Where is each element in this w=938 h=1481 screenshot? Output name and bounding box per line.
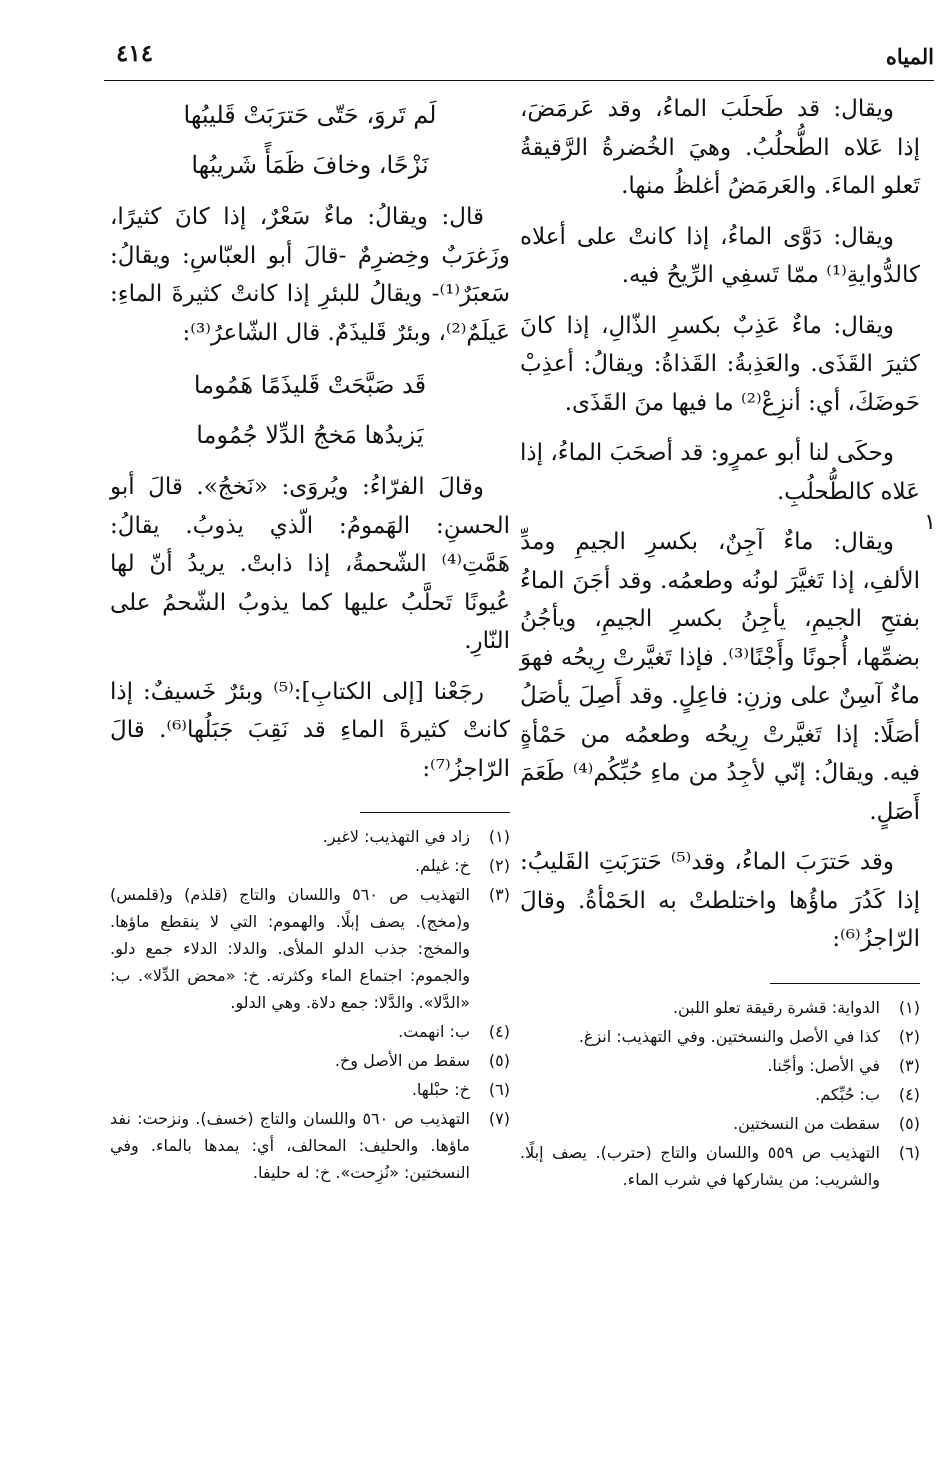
paragraph: ويقال: دَوَّى الماءُ، إذا كانتْ على أعلاه كالدُّوايةِ⁽¹⁾ ممّا تَسفِي الرِّيحُ فيه.: [520, 223, 920, 288]
paragraph: وقالَ الفرّاءُ: ويُروَى: «نَخجُ». قالَ أبو الحسنِ: الهَمومُ: الّذي يذوبُ. يقالُ: هَمَّتِ⁽⁴⁾ الشّحمةُ، إذا ذابتْ. يريدُ أنّ لها عُيونًا تَحلَّبُ عليها كما يذوبُ الشّحمُ على النّارِ.: [110, 474, 510, 654]
footnote: (٧) التهذيب ص ٥٦٠ واللسان والتاج (خسف). ونزحت: نفد ماؤها. والحليف: المحالف، أي: يمدها بالماء. وفي النسختين: «نُزِحت». خ: له حليفا.: [110, 1109, 510, 1182]
running-title: المياه: [885, 44, 934, 69]
verse: [110, 90, 510, 190]
paragraph: رجَعْنا [إلى الكتابِ]:⁽⁵⁾ وبئرٌ خَسيفٌ: إذا كانتْ كثيرةَ الماءِ قد نَقِبَ جَبَلُها⁽⁶⁾. قالَ الرّاجزُ⁽⁷⁾:: [110, 678, 510, 782]
footnote: (٣) في الأصل: وأجّنا.: [767, 1055, 920, 1075]
footnote: (٣) التهذيب ص ٥٦٠ واللسان والتاج (قلذم) و(قلمس) و(مخج). يصف إبلًا. والهموم: التي لا ينقطع ماؤها. والمخج: جذب الدلو الملأى. والدلا: الدلاء جمع دلو. والجموم: اجتماع الماء وكثرته. خ: «محض الدِّلا». ب: «الدَّلا». والدَّلا: جمع دلاة. وهي الدلو.: [110, 885, 510, 1012]
paragraph: وحكَى لنا أبو عمرٍو: قد أصحَبَ الماءُ، إذا عَلاه كالطُّحلُبِ.: [520, 440, 920, 505]
right-column: [520, 90, 920, 1195]
footnote-rule: [360, 812, 510, 813]
verse-line: نَزْحًا، وخافَ ظَمَأً شَريبُها: [191, 151, 429, 179]
page-number: ٤١٤: [116, 40, 154, 67]
footnote: (٢) خ: غيلم.: [414, 856, 510, 875]
footnote: (٥) سقطت من النسختين.: [733, 1113, 920, 1133]
footnote: (٥) سقط من الأصل وخ.: [334, 1051, 510, 1070]
verse: [110, 360, 510, 460]
footnote: (١) زاد في التهذيب: لاغير.: [322, 827, 510, 846]
footnote: (٤) ب: انهمت.: [398, 1022, 510, 1041]
paragraph: ويقال: قد طَحلَبَ الماءُ، وقد عَرمَضَ، إذا عَلاه الطُّحلُبُ. وهيَ الخُضرةُ الرَّقيقةُ تَعلو الماءَ. والعَرمَضُ أغلظُ منها.: [520, 96, 920, 199]
footnote: (١) الدواية: قشرة رقيقة تعلو اللبن.: [672, 997, 920, 1017]
margin-marker: ١: [924, 510, 936, 535]
footnote: (٦) التهذيب ص ٥٥٩ واللسان والتاج (حترب). يصف إبلًا. والشريب: من يشاركها في شرب الماء.: [520, 1142, 920, 1189]
paragraph: ويقال: ماءٌ عَذِبٌ بكسرِ الذّالِ، إذا كانَ كثيرَ القَذَى. والعَذِبةُ: القَذاةُ: ويقالُ: أعذِبْ حَوضَكَ، أي: أنزِعْ⁽²⁾ ما فيها منَ القَذَى.: [520, 312, 920, 416]
paragraph: وقد حَترَبَ الماءُ، وقد⁽⁵⁾ حَترَبَتِ القَليبُ: إذا كَدُرَ ماؤُها واختلطتْ به الحَمْأةُ. وقالَ الرّاجزُ⁽⁶⁾:: [520, 849, 920, 952]
paragraph: قال: ويقالُ: ماءٌ سَعْرٌ، إذا كانَ كثيرًا، وزَغرَبٌ وخِضرِمٌ -قالَ أبو العبّاسِ: ويقالُ: سَعبَرٌ⁽¹⁾- ويقالُ للبئرِ إذا كانتْ كثيرةَ الماءِ: عَيلَمٌ⁽²⁾، وبئرٌ قَليذَمٌ. قال الشّاعرُ⁽³⁾:: [110, 204, 510, 346]
verse-line: قَد صَبَّحَتْ قَليذَمًا هَمُوما: [193, 371, 427, 399]
paragraph: ويقال: ماءٌ آجِنٌ، بكسرِ الجيمِ ومدِّ الألفِ، إذا تَغيَّرَ لونُه وطعمُه. وقد أجَنَ الماءُ بفتحِ الجيمِ، يأجِنُ بكسرِ الجيمِ، ويأجُنُ بضمِّها، أُجونًا وأَجْنًا⁽³⁾. فإذا تَغيَّرتْ رِيحُه فهوَ ماءٌ آسِنٌ على وزنِ: فاعِلٍ. وقد أَصِلَ يأصَلُ أصَلًا: إذا تَغيَّرتْ رِيحُه وطعمُه من حَمْأةٍ فيه. ويقالُ: إنّي لأجِدُ من ماءِ حُبِّكُم⁽⁴⁾ طَعَمَ أَصَلٍ.: [520, 529, 920, 825]
header-rule: [104, 80, 934, 81]
footnote: (٢) كذا في الأصل والنسختين. وفي التهذيب: انزغ.: [578, 1026, 920, 1046]
left-column: [110, 90, 510, 1188]
page-header: [104, 38, 934, 78]
footnote-rule: [770, 983, 920, 984]
footnote: (٦) خ: حبْلها.: [411, 1080, 510, 1099]
verse-line: لَم تَروَ، حَتّى حَترَبَتْ قَليبُها: [183, 101, 437, 129]
verse-line: يَزيدُها مَخجُ الدِّلا جُمُوما: [196, 421, 424, 449]
footnote: (٤) ب: حُبِّكم.: [815, 1084, 920, 1104]
